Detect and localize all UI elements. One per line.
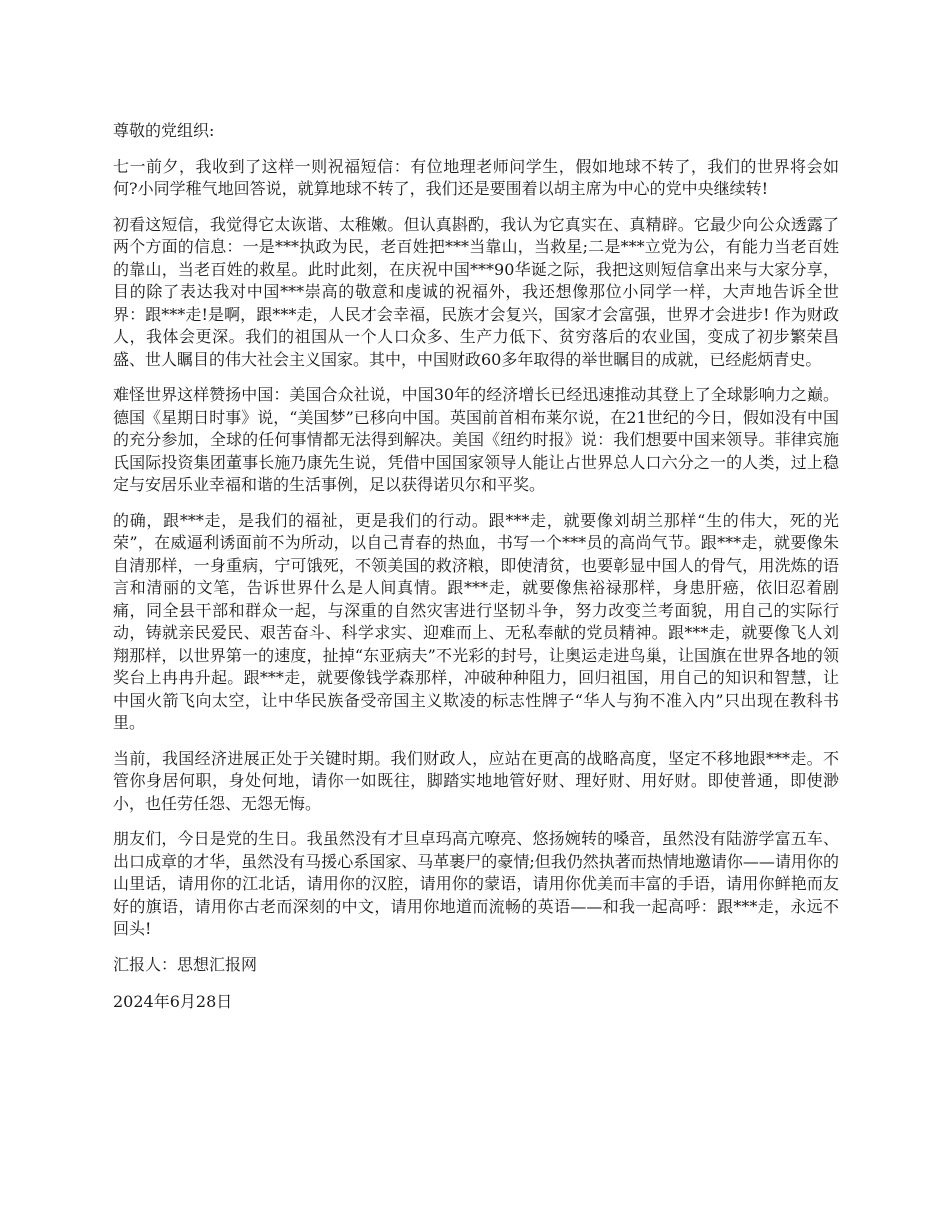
paragraph-4: 的确，跟***走，是我们的福祉，更是我们的行动。跟***走，就要像刘胡兰那样“生的伟大，死的光荣”，在威逼利诱面前不为所动，以自己青春的热血，书写一个***员的高尚气节。跟***走，就要像朱自清那样，一身重病，宁可饿死，不领美国的救济粮，即使清贫，也要彰显中国人的骨气，用洗炼的语言和清丽的文笔，告诉世界什么是人间真情。跟***走，就要像焦裕禄那样，身患肝癌，依旧忍着剧痛，同全县干部和群众一起，与深重的自然灾害进行坚韧斗争，努力改变兰考面貌，用自己的实际行动，铸就亲民爱民、艰苦奋斗、科学求实、迎难而上、无私奉献的党员精神。跟***走，就要像飞人刘翔那样，以世界第一的速度，扯掉“东亚病夫”不光彩的封号，让奥运走进鸟巢，让国旗在世界各地的领奖台上冉冉升起。跟***走，就要像钱学森那样，冲破种种阻力，回归祖国，用自己的知识和智慧，让中国火箭飞向太空，让中华民族备受帝国主义欺凌的标志性牌子“华人与狗不准入内”只出现在教科书里。 bbox=[113, 510, 839, 732]
paragraph-5: 当前，我国经济进展正处于关键时期。我们财政人，应站在更高的战略高度，坚定不移地跟***走。不管你身居何职，身处何地，请你一如既往，脚踏实地地管好财、理好财、用好财。即使普通，即使渺小，也任劳任怨、无怨无悔。 bbox=[113, 748, 839, 813]
paragraph-6: 朋友们，今日是党的生日。我虽然没有才旦卓玛高亢嘹亮、悠扬婉转的嗓音，虽然没有陆游学富五车、出口成章的才华，虽然没有马援心系国家、马革裹尸的豪情;但我仍然执著而热情地邀请你——请用你的山里话，请用你的江北话，请用你的汉腔，请用你的蒙语，请用你优美而丰富的手语，请用你鲜艳而友好的旗语，请用你古老而深刻的中文，请用你地道而流畅的英语——和我一起高呼：跟***走，永远不回头! bbox=[113, 829, 839, 938]
document-body bbox=[113, 120, 839, 1014]
paragraph-2: 初看这短信，我觉得它太诙谐、太稚嫩。但认真斟酌，我认为它真实在、真精辟。它最少向公众透露了两个方面的信息：一是***执政为民，老百姓把***当靠山，当救星;二是***立党为公，有能力当老百姓的靠山，当老百姓的救星。此时此刻，在庆祝中国***90华诞之际，我把这则短信拿出来与大家分享，目的除了表达我对中国***崇高的敬意和虔诚的祝福外，我还想像那位小同学一样，大声地告诉全世界：跟***走!是啊，跟***走，人民才会幸福，民族才会复兴，国家才会富强，世界才会进步! 作为财政人，我体会更深。我们的祖国从一个人口众多、生产力低下、贫穷落后的农业国，变成了初步繁荣昌盛、世人瞩目的伟大社会主义国家。其中，中国财政60多年取得的举世瞩目的成就，已经彪炳青史。 bbox=[113, 214, 839, 369]
salutation: 尊敬的党组织: bbox=[113, 121, 215, 140]
paragraph-1: 七一前夕，我收到了这样一则祝福短信：有位地理老师问学生，假如地球不转了，我们的世界将会如何?小同学稚气地回答说，就算地球不转了，我们还是要围着以胡主席为中心的党中央继续转! bbox=[113, 156, 839, 198]
reporter-line: 汇报人：思想汇报网 bbox=[113, 954, 258, 974]
report-date: 2024年6月28日 bbox=[113, 992, 233, 1011]
paragraph-3: 难怪世界这样赞扬中国：美国合众社说，中国30年的经济增长已经迅速推动其登上了全球影响力之巅。德国《星期日时事》说，“美国梦”已移向中国。英国前首相布莱尔说，在21世纪的今日，假如没有中国的充分参加，全球的任何事情都无法得到解决。美国《纽约时报》说：我们想要中国来领导。菲律宾施氏国际投资集团董事长施乃康先生说，凭借中国国家领导人能让占世界总人口六分之一的人类，过上稳定与安居乐业幸福和谐的生活事例，足以获得诺贝尔和平奖。 bbox=[113, 385, 839, 494]
